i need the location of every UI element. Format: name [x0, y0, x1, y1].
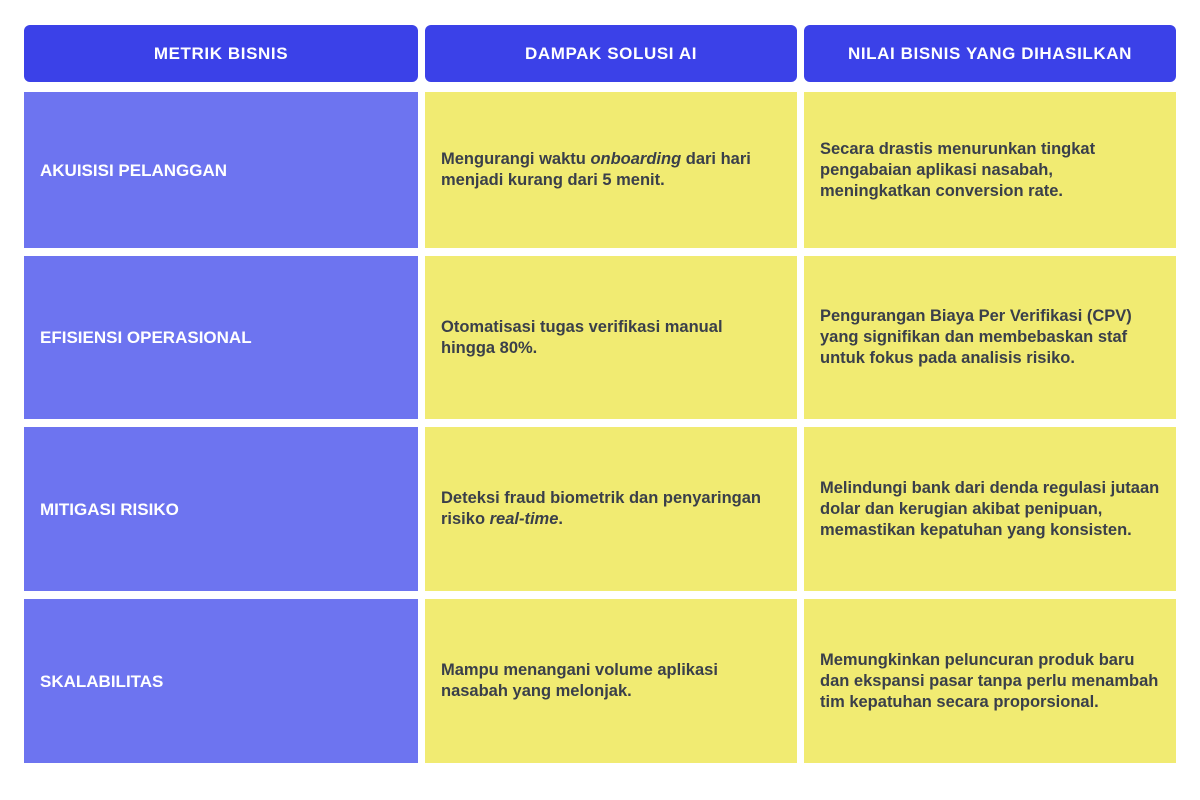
value-text: Pengurangan Biaya Per Verifikasi (CPV) yang signifikan dan membebaskan staf untuk fokus pada analisis risiko. — [820, 307, 1132, 367]
metric-cell-efficiency — [24, 256, 418, 419]
header-impact: DAMPAK SOLUSI AI — [425, 25, 797, 82]
value-text: Memungkinkan peluncuran produk baru dan ekspansi pasar tanpa perlu menambah tim kepatuhan secara proporsional. — [820, 650, 1159, 711]
value-cell-acquisition — [804, 92, 1176, 248]
metric-cell-acquisition — [24, 92, 418, 248]
value-cell-scalability — [804, 599, 1176, 763]
value-cell-efficiency — [804, 256, 1176, 419]
impact-text: Otomatisasi tugas verifikasi manual hingga 80%. — [441, 317, 723, 357]
value-text: Melindungi bank dari denda regulasi jutaan dolar dan kerugian akibat penipuan, memastikan kepatuhan yang konsisten. — [820, 478, 1160, 539]
impact-cell-acquisition — [425, 92, 797, 248]
header-metric: METRIK BISNIS — [24, 25, 418, 82]
value-text: Secara drastis menurunkan tingkat pengabaian aplikasi nasabah, meningkatkan conversion rate. — [820, 139, 1096, 200]
metric-cell-scalability — [24, 599, 418, 763]
impact-cell-efficiency — [425, 256, 797, 419]
impact-text: Mampu menangani volume aplikasi nasabah yang melonjak. — [441, 661, 718, 700]
metric-label: MITIGASI RISIKO — [40, 499, 179, 519]
impact-text: Mengurangi waktu onboarding dari hari menjadi kurang dari 5 menit. — [441, 150, 751, 189]
header-value: NILAI BISNIS YANG DIHASILKAN — [804, 25, 1176, 82]
impact-cell-risk — [425, 427, 797, 591]
metric-cell-risk — [24, 427, 418, 591]
metric-label: EFISIENSI OPERASIONAL — [40, 328, 252, 347]
metric-label: SKALABILITAS — [40, 671, 164, 691]
business-metrics-table — [24, 25, 1176, 763]
metric-label: AKUISISI PELANGGAN — [40, 160, 228, 180]
impact-text: Deteksi fraud biometrik dan penyaringan risiko real-time. — [441, 489, 761, 528]
impact-cell-scalability — [425, 599, 797, 763]
value-cell-risk — [804, 427, 1176, 591]
